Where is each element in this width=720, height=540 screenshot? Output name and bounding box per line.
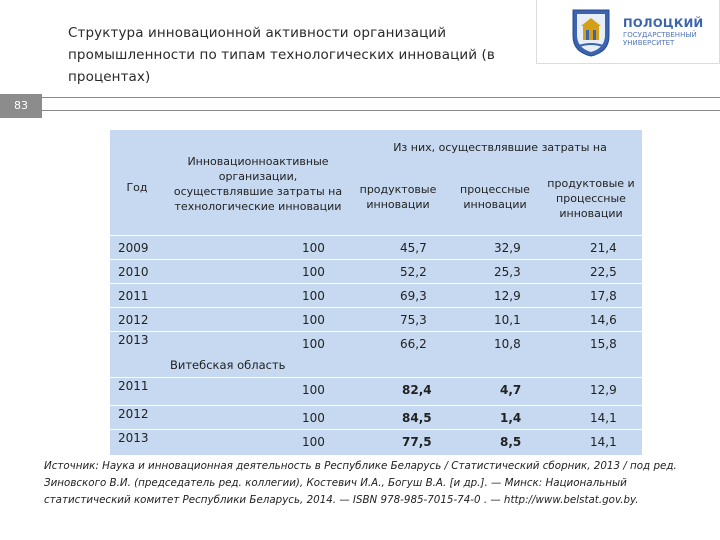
cell-product: 84,5 bbox=[402, 411, 432, 425]
cell-both: 17,8 bbox=[590, 289, 617, 303]
cell-both: 14,1 bbox=[590, 411, 617, 425]
cell-process: 4,7 bbox=[500, 383, 522, 397]
header-product: продуктовые инновации bbox=[359, 183, 437, 211]
header-rule bbox=[0, 94, 720, 112]
cell-year: 2012 bbox=[118, 407, 149, 421]
table-row bbox=[110, 406, 642, 430]
header-year: Год bbox=[126, 181, 148, 194]
cell-process: 10,1 bbox=[494, 313, 521, 327]
cell-active: 100 bbox=[302, 383, 325, 397]
cell-process: 10,8 bbox=[494, 337, 521, 351]
logo-name: ПОЛОЦКИЙ bbox=[623, 16, 704, 30]
cell-process: 1,4 bbox=[500, 411, 522, 425]
header-group: Из них, осуществлявшие затраты на bbox=[393, 141, 607, 154]
region-label: Витебская область bbox=[170, 358, 286, 372]
cell-process: 32,9 bbox=[494, 241, 521, 255]
table-row bbox=[110, 430, 642, 454]
cell-active: 100 bbox=[302, 289, 325, 303]
source-citation: Источник: Наука и инновационная деятельность в Республике Беларусь / Статистический сборник, 2013 / под ред. Зиновского В.И. (председатель ред. коллегии), Костевич И.А., Богуш В.А. [и др.]. — Минск: Национальный статистический комитет Республики Беларусь, 2014. — ISBN 978-985-7015-74-0 . — http://www.belstat.gov.by. bbox=[44, 460, 677, 506]
cell-active: 100 bbox=[302, 411, 325, 425]
cell-both: 15,8 bbox=[590, 337, 617, 351]
cell-year: 2009 bbox=[118, 241, 149, 255]
cell-both: 12,9 bbox=[590, 383, 617, 397]
table-row bbox=[110, 236, 642, 260]
cell-year: 2011 bbox=[118, 379, 149, 393]
cell-product: 52,2 bbox=[400, 265, 427, 279]
cell-product: 77,5 bbox=[402, 435, 432, 449]
page-number: 83 bbox=[0, 94, 42, 118]
university-logo bbox=[536, 0, 720, 64]
cell-active: 100 bbox=[302, 265, 325, 279]
header-process: процессные инновации bbox=[460, 183, 530, 211]
university-crest-icon bbox=[569, 6, 613, 58]
cell-product: 45,7 bbox=[400, 241, 427, 255]
cell-year: 2013 bbox=[118, 333, 149, 347]
cell-both: 22,5 bbox=[590, 265, 617, 279]
cell-active: 100 bbox=[302, 241, 325, 255]
cell-process: 12,9 bbox=[494, 289, 521, 303]
header-both: продуктовые и процессные инновации bbox=[547, 177, 635, 220]
cell-process: 8,5 bbox=[500, 435, 522, 449]
cell-year: 2012 bbox=[118, 313, 149, 327]
cell-year: 2013 bbox=[118, 431, 149, 445]
table-row bbox=[110, 308, 642, 332]
header-active: Инновационноактивные организации, осуществлявшие затраты на технологические инновации bbox=[173, 155, 343, 213]
cell-product: 69,3 bbox=[400, 289, 427, 303]
cell-active: 100 bbox=[302, 435, 325, 449]
cell-both: 14,6 bbox=[590, 313, 617, 327]
table-row bbox=[110, 284, 642, 308]
cell-product: 66,2 bbox=[400, 337, 427, 351]
cell-both: 21,4 bbox=[590, 241, 617, 255]
table-row bbox=[110, 378, 642, 402]
cell-active: 100 bbox=[302, 337, 325, 351]
cell-both: 14,1 bbox=[590, 435, 617, 449]
table-row bbox=[110, 332, 642, 356]
cell-product: 75,3 bbox=[400, 313, 427, 327]
cell-product: 82,4 bbox=[402, 383, 432, 397]
cell-process: 25,3 bbox=[494, 265, 521, 279]
cell-active: 100 bbox=[302, 313, 325, 327]
logo-subname: ГОСУДАРСТВЕННЫЙ УНИВЕРСИТЕТ bbox=[623, 31, 697, 47]
table-row bbox=[110, 260, 642, 284]
cell-year: 2010 bbox=[118, 265, 149, 279]
cell-year: 2011 bbox=[118, 289, 149, 303]
slide-title: Структура инновационной активности организаций промышленности по типам технологических инноваций (в процентах) bbox=[68, 25, 495, 85]
